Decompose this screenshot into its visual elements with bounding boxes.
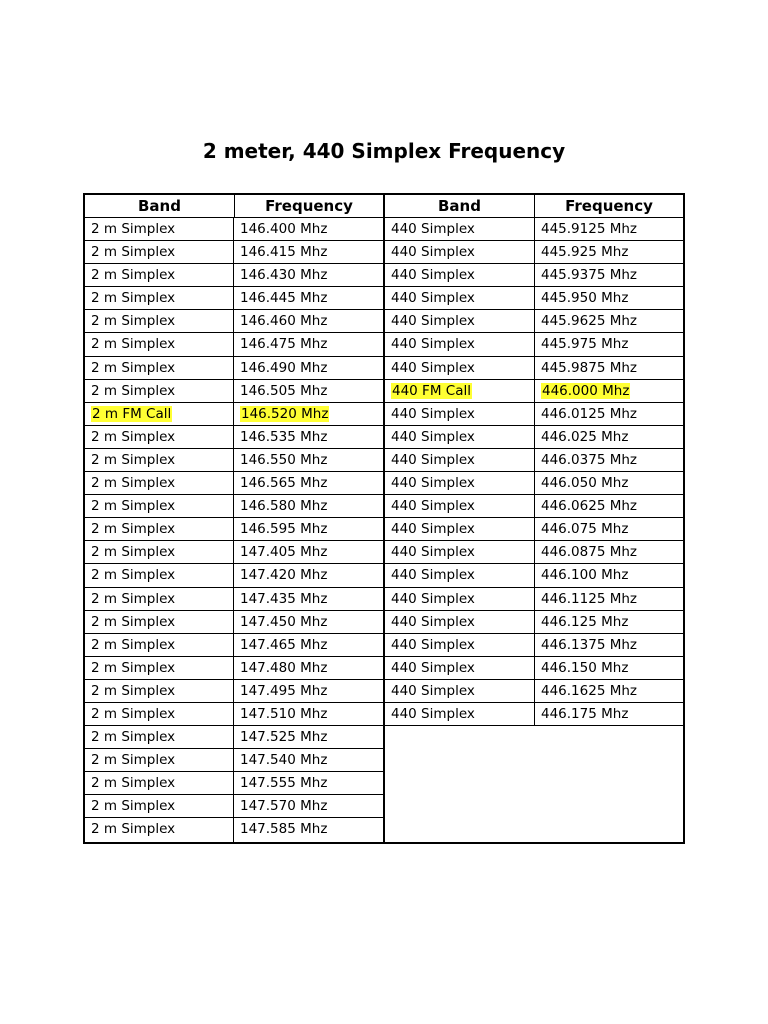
two-meter-row [85, 495, 383, 518]
two-meter-band-cell [85, 795, 234, 817]
two-meter-band-cell [85, 403, 234, 425]
two-meter-band-cell [85, 818, 234, 841]
frequency-value: 446.1625 Mhz [541, 682, 637, 699]
frequency-value: 146.550 Mhz [240, 451, 328, 468]
band-label: 440 Simplex [391, 521, 475, 538]
two-meter-frequency-cell [234, 818, 383, 841]
two-meter-frequency-cell [234, 449, 383, 471]
frequency-value: 147.585 Mhz [240, 821, 328, 838]
four-forty-frequency-cell [535, 703, 683, 725]
band-label: 440 Simplex [391, 705, 475, 722]
band-label: 440 Simplex [391, 613, 475, 630]
four-forty-row [385, 403, 683, 426]
band-label: 2 m Simplex [91, 682, 176, 699]
four-forty-frequency-cell [535, 449, 683, 471]
four-forty-frequency-cell [535, 495, 683, 517]
two-meter-row [85, 380, 383, 403]
frequency-value: 146.460 Mhz [240, 313, 328, 330]
band-label: 2 m Simplex [91, 221, 176, 237]
four-forty-frequency-cell [535, 333, 683, 355]
four-forty-row [385, 333, 683, 356]
frequency-value: 146.565 Mhz [240, 475, 328, 492]
frequency-value: 147.480 Mhz [240, 659, 328, 676]
frequency-value: 445.950 Mhz [541, 290, 629, 307]
four-forty-frequency-cell [535, 657, 683, 679]
four-forty-frequency-cell [535, 611, 683, 633]
frequency-value: 147.420 Mhz [240, 567, 328, 584]
two-meter-row [85, 772, 383, 795]
frequency-value: 147.465 Mhz [240, 636, 328, 653]
band-label: 440 Simplex [391, 405, 475, 422]
four-forty-band-cell [385, 241, 535, 263]
four-forty-band-cell [385, 357, 535, 379]
band-label: 2 m Simplex [91, 659, 176, 676]
two-meter-row [85, 218, 383, 241]
two-meter-frequency-cell [234, 495, 383, 517]
four-forty-frequency-cell [535, 588, 683, 610]
frequency-value: 446.0375 Mhz [541, 451, 637, 468]
frequency-value: 446.0875 Mhz [541, 544, 637, 561]
four-forty-band-cell [385, 611, 535, 633]
two-meter-frequency-cell [234, 518, 383, 540]
page-title: 2 meter, 440 Simplex Frequency [202, 139, 566, 163]
band-label: 2 m Simplex [91, 752, 176, 769]
four-forty-row [385, 472, 683, 495]
two-meter-row [85, 726, 383, 749]
two-meter-band-cell [85, 588, 234, 610]
four-forty-row [385, 588, 683, 611]
four-forty-row [385, 657, 683, 680]
two-meter-band-cell [85, 426, 234, 448]
two-meter-row [85, 426, 383, 449]
two-meter-frequency-cell [234, 426, 383, 448]
two-meter-band-cell [85, 703, 234, 725]
two-meter-frequency-cell [234, 703, 383, 725]
two-meter-row [85, 310, 383, 333]
frequency-value: 147.450 Mhz [240, 613, 328, 630]
frequency-value: 446.175 Mhz [541, 705, 629, 722]
frequency-value: 147.495 Mhz [240, 682, 328, 699]
two-meter-frequency-cell [234, 611, 383, 633]
frequency-value: 445.9375 Mhz [541, 267, 637, 284]
band-label: 2 m Simplex [91, 636, 176, 653]
band-label: 440 Simplex [391, 451, 475, 468]
frequency-value: 147.405 Mhz [240, 544, 328, 561]
two-meter-frequency-cell [234, 634, 383, 656]
band-label: 440 FM Call [392, 382, 471, 399]
four-forty-row [385, 680, 683, 703]
four-forty-band-cell [385, 588, 535, 610]
four-forty-frequency-cell [535, 264, 683, 286]
four-forty-frequency-cell [535, 287, 683, 309]
four-forty-frequency-cell [535, 310, 683, 332]
two-meter-frequency-cell [234, 657, 383, 679]
four-forty-band-cell [385, 403, 535, 425]
two-meter-row [85, 634, 383, 657]
frequency-value: 147.525 Mhz [240, 729, 328, 746]
four-forty-band-cell [385, 634, 535, 656]
band-label: 440 Simplex [391, 221, 475, 237]
two-meter-band-cell [85, 680, 234, 702]
two-meter-frequency-cell [234, 357, 383, 379]
two-meter-frequency-cell [234, 749, 383, 771]
four-forty-frequency-cell [535, 218, 683, 240]
frequency-value: 446.025 Mhz [541, 428, 629, 445]
two-meter-row [85, 818, 383, 841]
four-forty-frequency-cell [535, 680, 683, 702]
band-label: 2 m Simplex [91, 451, 176, 468]
two-meter-row [85, 333, 383, 356]
two-meter-band-cell [85, 287, 234, 309]
four-forty-band-cell [385, 703, 535, 725]
two-meter-row [85, 518, 383, 541]
four-forty-band-cell [385, 657, 535, 679]
band-label: 2 m Simplex [91, 729, 176, 746]
two-meter-row [85, 287, 383, 310]
two-meter-band-cell [85, 749, 234, 771]
band-label: 2 m Simplex [91, 798, 176, 815]
table-body [85, 218, 683, 842]
four-forty-frequency-cell [535, 426, 683, 448]
frequency-value: 146.415 Mhz [240, 244, 328, 261]
two-meter-frequency-cell [234, 588, 383, 610]
band-label: 440 Simplex [391, 659, 475, 676]
frequency-value: 446.0125 Mhz [541, 405, 637, 422]
four-forty-row [385, 357, 683, 380]
four-forty-band-cell [385, 541, 535, 563]
two-meter-row [85, 472, 383, 495]
four-forty-frequency-cell [535, 403, 683, 425]
two-meter-band-cell [85, 518, 234, 540]
band-label: 440 Simplex [391, 544, 475, 561]
two-meter-band-cell [85, 241, 234, 263]
two-meter-row [85, 403, 383, 426]
band-label: 2 m Simplex [91, 290, 176, 307]
two-meter-column-group [85, 218, 385, 842]
frequency-value: 445.9875 Mhz [541, 359, 637, 376]
four-forty-band-cell [385, 264, 535, 286]
frequency-value: 146.445 Mhz [240, 290, 328, 307]
two-meter-frequency-cell [234, 287, 383, 309]
two-meter-frequency-cell [234, 380, 383, 402]
band-label: 440 Simplex [391, 636, 475, 653]
two-meter-band-cell [85, 310, 234, 332]
frequency-value: 446.100 Mhz [541, 567, 629, 584]
band-label: 440 Simplex [391, 428, 475, 445]
frequency-value: 146.580 Mhz [240, 498, 328, 515]
two-meter-band-cell [85, 449, 234, 471]
band-label: 2 m Simplex [91, 613, 176, 630]
four-forty-row [385, 310, 683, 333]
four-forty-row [385, 426, 683, 449]
frequency-value: 147.540 Mhz [240, 752, 328, 769]
header-band-440: Band [385, 195, 535, 217]
two-meter-row [85, 749, 383, 772]
four-forty-band-cell [385, 449, 535, 471]
band-label: 440 Simplex [391, 682, 475, 699]
band-label: 2 m Simplex [91, 705, 176, 722]
two-meter-band-cell [85, 472, 234, 494]
two-meter-band-cell [85, 611, 234, 633]
two-meter-row [85, 241, 383, 264]
frequency-value: 146.520 Mhz [241, 405, 329, 422]
two-meter-row [85, 264, 383, 287]
band-label: 2 m Simplex [91, 498, 176, 515]
four-forty-row [385, 287, 683, 310]
two-meter-row [85, 357, 383, 380]
band-label: 440 Simplex [391, 290, 475, 307]
band-label: 2 m Simplex [91, 821, 176, 838]
four-forty-band-cell [385, 218, 535, 240]
four-forty-row [385, 541, 683, 564]
four-forty-frequency-cell [535, 541, 683, 563]
two-meter-row [85, 541, 383, 564]
two-meter-band-cell [85, 495, 234, 517]
frequency-value: 147.510 Mhz [240, 705, 328, 722]
frequency-value: 146.490 Mhz [240, 359, 328, 376]
two-meter-frequency-cell [234, 795, 383, 817]
four-forty-row [385, 380, 683, 403]
two-meter-row [85, 449, 383, 472]
four-forty-row [385, 703, 683, 726]
four-forty-band-cell [385, 518, 535, 540]
four-forty-band-cell [385, 426, 535, 448]
two-meter-frequency-cell [234, 472, 383, 494]
two-meter-frequency-cell [234, 403, 383, 425]
frequency-value: 446.050 Mhz [541, 475, 629, 492]
frequency-value: 146.400 Mhz [240, 221, 328, 237]
frequency-value: 446.000 Mhz [542, 382, 630, 399]
band-label: 2 m Simplex [91, 267, 176, 284]
table-header [85, 195, 683, 218]
band-label: 2 m Simplex [91, 313, 176, 330]
band-label: 2 m Simplex [91, 336, 176, 353]
four-forty-row [385, 218, 683, 241]
frequency-value: 146.535 Mhz [240, 428, 328, 445]
two-meter-row [85, 703, 383, 726]
four-forty-band-cell [385, 564, 535, 586]
band-label: 2 m Simplex [91, 359, 176, 376]
frequency-value: 446.0625 Mhz [541, 498, 637, 515]
two-meter-frequency-cell [234, 541, 383, 563]
band-label: 2 m Simplex [91, 567, 176, 584]
two-meter-band-cell [85, 357, 234, 379]
four-forty-row [385, 449, 683, 472]
two-meter-frequency-cell [234, 772, 383, 794]
two-meter-band-cell [85, 657, 234, 679]
header-frequency-2m: Frequency [235, 195, 385, 217]
two-meter-band-cell [85, 380, 234, 402]
band-label: 2 m Simplex [91, 590, 176, 607]
two-meter-row [85, 588, 383, 611]
frequency-value: 445.9625 Mhz [541, 313, 637, 330]
four-forty-row [385, 564, 683, 587]
band-label: 2 m Simplex [91, 521, 176, 538]
frequency-value: 146.430 Mhz [240, 267, 328, 284]
frequency-value: 446.150 Mhz [541, 659, 629, 676]
frequency-value: 146.505 Mhz [240, 382, 328, 399]
two-meter-frequency-cell [234, 264, 383, 286]
two-meter-frequency-cell [234, 726, 383, 748]
frequency-value: 445.925 Mhz [541, 244, 629, 261]
band-label: 2 m FM Call [92, 405, 172, 422]
band-label: 2 m Simplex [91, 244, 176, 261]
band-label: 2 m Simplex [91, 475, 176, 492]
four-forty-band-cell [385, 287, 535, 309]
four-forty-column-group [385, 218, 683, 842]
frequency-value: 446.125 Mhz [541, 613, 629, 630]
two-meter-band-cell [85, 218, 234, 240]
frequency-table [83, 193, 685, 844]
band-label: 440 Simplex [391, 359, 475, 376]
two-meter-band-cell [85, 541, 234, 563]
two-meter-row [85, 795, 383, 818]
frequency-value: 445.9125 Mhz [541, 221, 637, 237]
frequency-value: 445.975 Mhz [541, 336, 629, 353]
frequency-value: 146.595 Mhz [240, 521, 328, 538]
four-forty-row [385, 518, 683, 541]
four-forty-band-cell [385, 333, 535, 355]
four-forty-band-cell [385, 472, 535, 494]
four-forty-row [385, 495, 683, 518]
band-label: 440 Simplex [391, 336, 475, 353]
band-label: 2 m Simplex [91, 775, 176, 792]
two-meter-frequency-cell [234, 310, 383, 332]
band-label: 440 Simplex [391, 313, 475, 330]
frequency-value: 147.555 Mhz [240, 775, 328, 792]
four-forty-frequency-cell [535, 241, 683, 263]
four-forty-row [385, 241, 683, 264]
frequency-value: 446.1125 Mhz [541, 590, 637, 607]
four-forty-frequency-cell [535, 380, 683, 402]
frequency-value: 446.1375 Mhz [541, 636, 637, 653]
four-forty-frequency-cell [535, 564, 683, 586]
four-forty-row [385, 634, 683, 657]
four-forty-band-cell [385, 495, 535, 517]
band-label: 2 m Simplex [91, 382, 176, 399]
frequency-value: 147.570 Mhz [240, 798, 328, 815]
two-meter-frequency-cell [234, 218, 383, 240]
header-frequency-440: Frequency [565, 197, 653, 215]
two-meter-band-cell [85, 264, 234, 286]
band-label: 440 Simplex [391, 267, 475, 284]
frequency-value: 147.435 Mhz [240, 590, 328, 607]
two-meter-band-cell [85, 634, 234, 656]
four-forty-band-cell [385, 310, 535, 332]
two-meter-row [85, 657, 383, 680]
four-forty-row [385, 611, 683, 634]
two-meter-row [85, 680, 383, 703]
four-forty-frequency-cell [535, 357, 683, 379]
band-label: 440 Simplex [391, 475, 475, 492]
band-label: 2 m Simplex [91, 544, 176, 561]
band-label: 2 m Simplex [91, 428, 176, 445]
two-meter-band-cell [85, 333, 234, 355]
two-meter-row [85, 564, 383, 587]
four-forty-frequency-cell [535, 472, 683, 494]
four-forty-band-cell [385, 380, 535, 402]
frequency-value: 446.075 Mhz [541, 521, 629, 538]
header-band-2m: Band [85, 195, 235, 217]
frequency-value: 146.475 Mhz [240, 336, 328, 353]
two-meter-frequency-cell [234, 333, 383, 355]
two-meter-row [85, 611, 383, 634]
two-meter-frequency-cell [234, 241, 383, 263]
four-forty-frequency-cell [535, 518, 683, 540]
four-forty-row [385, 264, 683, 287]
four-forty-frequency-cell [535, 634, 683, 656]
two-meter-frequency-cell [234, 564, 383, 586]
two-meter-frequency-cell [234, 680, 383, 702]
two-meter-band-cell [85, 772, 234, 794]
four-forty-band-cell [385, 680, 535, 702]
band-label: 440 Simplex [391, 567, 475, 584]
two-meter-band-cell [85, 726, 234, 748]
band-label: 440 Simplex [391, 498, 475, 515]
band-label: 440 Simplex [391, 590, 475, 607]
two-meter-band-cell [85, 564, 234, 586]
band-label: 440 Simplex [391, 244, 475, 261]
